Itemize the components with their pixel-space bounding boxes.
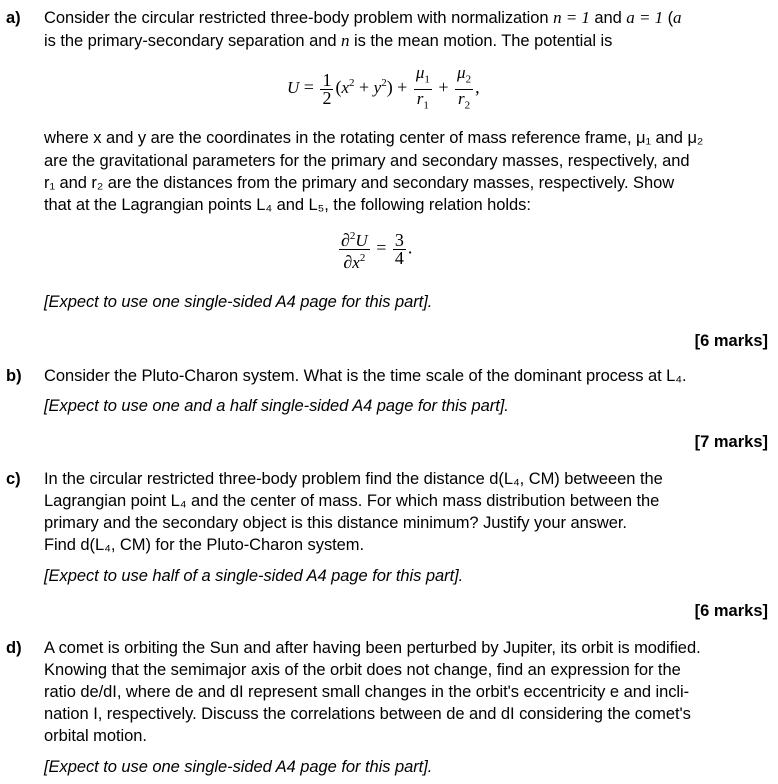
- question-d-label: d): [6, 639, 22, 657]
- potential-equation: U = $\frac{1}{2}$ $(x^2 + y^2)$ + $\frac{\mu_1}{r_1}$ + $\frac{\mu_2}{r_2}$ ,: [287, 64, 480, 114]
- question-d-line-3: ratio de/dI, where de and dI represent small changes in the orbit's eccentricity e and incli-: [44, 683, 690, 701]
- question-b-expect: [Expect to use one and a half single-sided A4 page for this part].: [44, 397, 509, 415]
- question-d-line-4: nation I, respectively. Discuss the correlations between de and dI considering the comet's: [44, 705, 691, 723]
- question-a-expect: [Expect to use one single-sided A4 page for this part].: [44, 293, 433, 311]
- math-n: n: [340, 31, 350, 50]
- question-a-label: a): [6, 9, 21, 27]
- question-d-line-5: orbital motion.: [44, 727, 147, 745]
- math-a: a: [673, 8, 682, 27]
- second-derivative-equation: $\frac{\partial^2U}{\partial x^2}$ = $\frac{3}{4}$ .: [341, 230, 413, 272]
- question-c-line-1: In the circular restricted three-body problem find the distance d(L₄, CM) betweeen the: [44, 470, 663, 488]
- question-a-line-3: where x and y are the coordinates in the rotating center of mass reference frame, μ₁ and μ₂: [44, 129, 704, 147]
- question-b-label: b): [6, 367, 22, 385]
- question-a-line-1: [44, 8, 681, 28]
- question-b-line-1: Consider the Pluto-Charon system. What is the time scale of the dominant process at L₄.: [44, 367, 687, 385]
- question-a-marks: [6 marks]: [694, 332, 768, 350]
- question-c-line-2: Lagrangian point L₄ and the center of mass. For which mass distribution between the: [44, 492, 660, 510]
- question-a-line-6: that at the Lagrangian points L₄ and L₅, the following relation holds:: [44, 196, 531, 214]
- question-a-line-1-paren: (: [663, 9, 674, 27]
- question-a-line-2-pre: is the primary-secondary separation and: [44, 32, 341, 50]
- math-a-equals-1: a = 1: [626, 8, 664, 27]
- question-a-line-2: [44, 31, 612, 51]
- question-c-marks: [6 marks]: [694, 602, 768, 620]
- question-c-line-3: primary and the secondary object is this distance minimum? Justify your answer.: [44, 514, 627, 532]
- question-c-label: c): [6, 470, 21, 488]
- question-c-expect: [Expect to use half of a single-sided A4 page for this part].: [44, 567, 464, 585]
- math-n-equals-1: n = 1: [553, 8, 590, 27]
- question-d-line-1: A comet is orbiting the Sun and after having been perturbed by Jupiter, its orbit is modified.: [44, 639, 701, 657]
- question-a-line-2-post: is the mean motion. The potential is: [349, 32, 613, 50]
- question-c-line-4: Find d(L₄, CM) for the Pluto-Charon system.: [44, 536, 365, 554]
- question-d-expect: [Expect to use one single-sided A4 page for this part].: [44, 758, 433, 776]
- question-a-line-1-text: Consider the circular restricted three-body problem with normalization: [44, 9, 549, 27]
- question-b-marks: [7 marks]: [694, 433, 768, 451]
- question-a-line-1-and: and: [589, 9, 627, 27]
- question-a-line-5: r₁ and r₂ are the distances from the primary and secondary masses, respectively. Show: [44, 174, 675, 192]
- question-a-line-4: are the gravitational parameters for the primary and secondary masses, respectively, and: [44, 152, 690, 170]
- question-d-line-2: Knowing that the semimajor axis of the orbit does not change, find an expression for the: [44, 661, 681, 679]
